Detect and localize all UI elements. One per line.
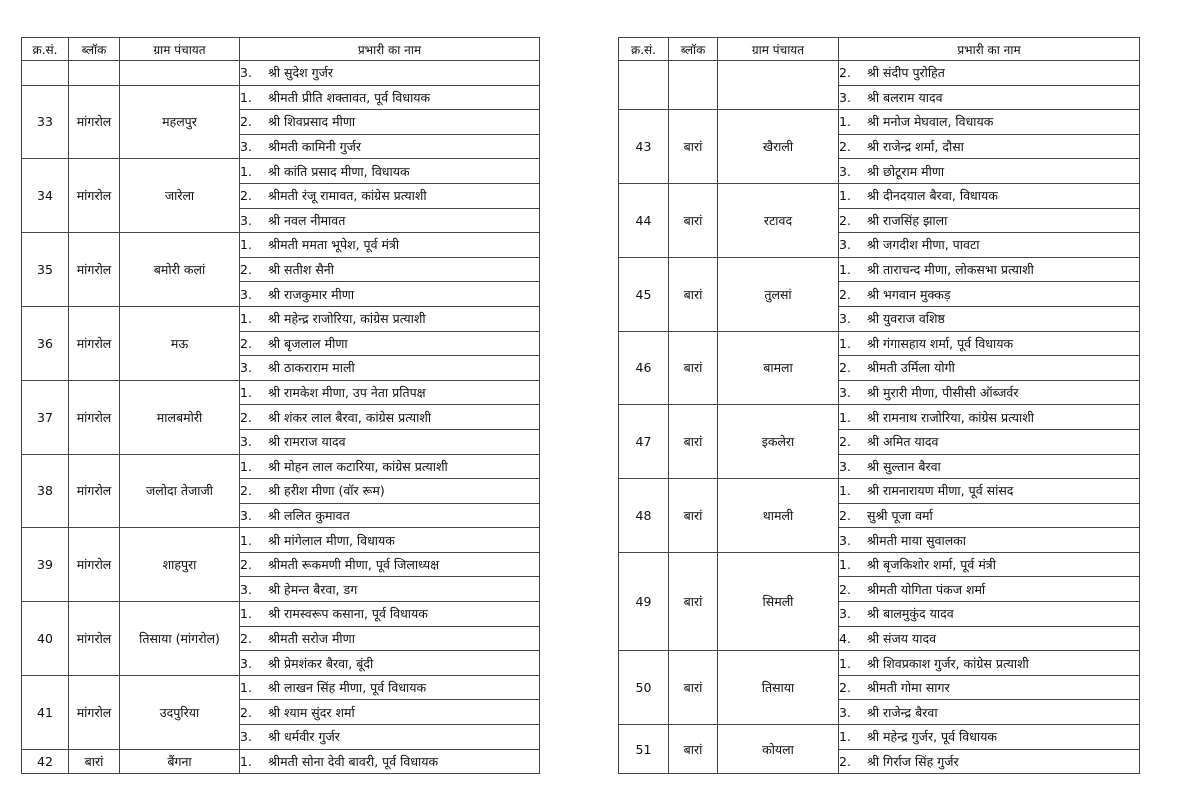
block-cell: मांगरोल [69,233,120,307]
table-row [22,159,540,184]
incharge-number: 3. [240,507,252,523]
right-incharge-table [618,37,1140,774]
incharge-name: श्री जगदीश मीणा, पावटा [867,237,980,253]
incharge-number: 3. [839,163,851,179]
incharge-number: 1. [839,655,851,671]
incharge-number: 1. [240,606,252,622]
incharge-number: 1. [240,385,252,401]
incharge-name: श्री अमित यादव [867,434,939,450]
incharge-name: श्रीमती रूकमणी मीणा, पूर्व जिलाध्यक्ष [268,557,440,573]
panchayat-cell: मालबमोरी [120,380,240,454]
serial-cell: 51 [619,725,669,774]
incharge-number: 2. [240,262,252,278]
incharge-number: 3. [240,139,252,155]
incharge-cell [240,675,540,700]
serial-cell: 39 [22,528,69,602]
serial-cell: 36 [22,306,69,380]
panchayat-cell: रटावद [718,183,839,257]
incharge-number: 3. [240,212,252,228]
incharge-number: 1. [240,89,252,105]
incharge-number: 3. [839,385,851,401]
serial-cell: 48 [619,479,669,553]
serial-cell: 47 [619,405,669,479]
incharge-name: श्री ताराचन्द मीणा, लोकसभा प्रत्याशी [867,262,1034,278]
incharge-number: 3. [240,655,252,671]
serial-cell: 45 [619,257,669,331]
incharge-name: श्रीमती माया सुवालका [867,532,967,548]
incharge-cell [839,306,1140,331]
table-row [619,110,1140,135]
block-cell: मांगरोल [69,85,120,159]
incharge-cell [240,602,540,627]
incharge-cell [240,208,540,233]
incharge-cell [240,380,540,405]
incharge-number: 3. [240,286,252,302]
incharge-cell [839,405,1140,430]
table-row [619,405,1140,430]
table-row [619,479,1140,504]
incharge-name: श्री सुल्तान बैरवा [867,458,941,474]
panchayat-cell: जलोदा तेजाजी [120,454,240,528]
header-serial: क्र.सं. [619,38,669,61]
incharge-name: श्री बृजकिशोर शर्मा, पूर्व मंत्री [867,557,996,573]
table-row [22,454,540,479]
incharge-number: 1. [839,262,851,278]
incharge-name: श्रीमती प्रीति शक्तावत, पूर्व विधायक [268,89,431,105]
incharge-number: 2. [839,212,851,228]
table-row [619,725,1140,750]
incharge-name: श्री भगवान मुक्कड़ [867,286,951,302]
incharge-name: श्री रामराज यादव [268,434,346,450]
incharge-number: 3. [839,606,851,622]
block-cell: बारां [669,405,718,479]
panchayat-cell: तिसाया [718,651,839,725]
incharge-number: 1. [839,483,851,499]
table-header [22,38,540,61]
serial-cell: 46 [619,331,669,405]
incharge-number: 3. [839,532,851,548]
serial-cell: 35 [22,233,69,307]
incharge-cell [240,626,540,651]
incharge-name: श्री बृजलाल मीणा [268,335,348,351]
incharge-name: श्री रामनारायण मीणा, पूर्व सांसद [867,483,1014,499]
incharge-cell [240,356,540,381]
incharge-cell [839,257,1140,282]
panchayat-cell: तुलसां [718,257,839,331]
incharge-cell [839,110,1140,135]
block-cell: मांगरोल [69,675,120,749]
incharge-cell [839,602,1140,627]
panchayat-cell: बमोरी कलां [120,233,240,307]
panchayat-cell: इकलेरा [718,405,839,479]
incharge-name: श्री श्याम सुंदर शर्मा [268,704,355,720]
incharge-cell [839,528,1140,553]
table-row [22,528,540,553]
incharge-name: श्री महेन्द्र गुर्जर, पूर्व विधायक [867,729,998,745]
header-incharge: प्रभारी का नाम [839,38,1140,61]
incharge-name: श्री महेन्द्र राजोरिया, कांग्रेस प्रत्याशी [268,311,426,327]
incharge-cell [240,233,540,258]
incharge-cell [839,134,1140,159]
incharge-number: 3. [839,311,851,327]
incharge-number: 2. [839,139,851,155]
block-cell: बारां [669,257,718,331]
panchayat-cell: शाहपुरा [120,528,240,602]
incharge-name: श्री गिर्राज सिंह गुर्जर [867,753,959,769]
block-cell: बारां [69,749,120,774]
incharge-name: श्रीमती ममता भूपेश, पूर्व मंत्री [268,237,400,253]
panchayat-cell: तिसाया (मांगरोल) [120,602,240,676]
incharge-cell [839,479,1140,504]
table-row [22,749,540,774]
panchayat-cell [718,61,839,110]
table-row [22,602,540,627]
incharge-cell [839,675,1140,700]
incharge-cell [240,282,540,307]
incharge-cell [240,651,540,676]
incharge-name: श्री लाखन सिंह मीणा, पूर्व विधायक [268,680,427,696]
incharge-name: श्री हरीश मीणा (वॉर रूम) [268,483,385,499]
incharge-number: 2. [839,360,851,376]
header-incharge: प्रभारी का नाम [240,38,540,61]
incharge-number: 2. [839,286,851,302]
incharge-cell [839,454,1140,479]
table-body [619,61,1140,774]
incharge-cell [240,110,540,135]
incharge-cell [240,700,540,725]
panchayat-cell: सिमली [718,552,839,650]
incharge-name: श्री प्रेमशंकर बैरवा, बूंदी [268,655,374,671]
incharge-name: श्री बालमुकुंद यादव [867,606,954,622]
incharge-cell [240,183,540,208]
incharge-name: श्री राजकुमार मीणा [268,286,355,302]
incharge-number: 3. [240,581,252,597]
table-row [619,257,1140,282]
header-block: ब्लॉक [669,38,718,61]
incharge-name: श्री धर्मवीर गुर्जर [268,729,340,745]
incharge-name: सुश्री पूजा वर्मा [867,507,933,523]
incharge-name: श्रीमती सोना देवी बावरी, पूर्व विधायक [268,753,439,769]
incharge-name: श्री शिवप्रकाश गुर्जर, कांग्रेस प्रत्याशी [867,655,1029,671]
block-cell [69,61,120,86]
panchayat-cell [120,61,240,86]
block-cell [669,61,718,110]
serial-cell: 44 [619,183,669,257]
incharge-number: 2. [839,507,851,523]
incharge-name: श्री संजय यादव [867,630,937,646]
incharge-number: 1. [240,458,252,474]
incharge-cell [839,356,1140,381]
table-row [619,183,1140,208]
block-cell: मांगरोल [69,528,120,602]
incharge-number: 1. [240,532,252,548]
incharge-cell [839,700,1140,725]
panchayat-cell: बामला [718,331,839,405]
incharge-name: श्री बलराम यादव [867,89,943,105]
incharge-number: 2. [240,114,252,130]
table-header [619,38,1140,61]
incharge-cell [839,577,1140,602]
incharge-cell [839,61,1140,86]
incharge-cell [240,725,540,750]
incharge-number: 3. [839,89,851,105]
serial-cell: 49 [619,552,669,650]
serial-cell [619,61,669,110]
incharge-number: 1. [839,114,851,130]
incharge-cell [240,503,540,528]
incharge-number: 2. [240,483,252,499]
incharge-name: श्री ललित कुमावत [268,507,350,523]
incharge-name: श्री नवल नीमावत [268,212,346,228]
header-block: ब्लॉक [69,38,120,61]
serial-cell: 40 [22,602,69,676]
table-row [619,61,1140,86]
incharge-name: श्री शिवप्रसाद मीणा [268,114,356,130]
incharge-cell [839,626,1140,651]
incharge-name: श्री कांति प्रसाद मीणा, विधायक [268,163,410,179]
incharge-cell [240,85,540,110]
panchayat-cell: कोयला [718,725,839,774]
incharge-cell [839,429,1140,454]
incharge-name: श्रीमती उर्मिला योगी [867,360,955,376]
incharge-name: श्रीमती सरोज मीणा [268,630,355,646]
panchayat-cell: जारेला [120,159,240,233]
incharge-number: 3. [839,237,851,253]
incharge-cell [240,405,540,430]
incharge-name: श्री रामस्वरूप कसाना, पूर्व विधायक [268,606,428,622]
incharge-number: 2. [240,557,252,573]
incharge-name: श्रीमती गोमा सागर [867,680,950,696]
incharge-cell [839,208,1140,233]
incharge-number: 1. [240,753,252,769]
table-body [22,61,540,774]
incharge-cell [839,159,1140,184]
header-serial: क्र.सं. [22,38,69,61]
incharge-number: 1. [839,188,851,204]
incharge-cell [240,552,540,577]
incharge-number: 1. [240,311,252,327]
incharge-cell [240,749,540,774]
incharge-cell [240,528,540,553]
incharge-number: 2. [839,65,851,81]
serial-cell: 38 [22,454,69,528]
serial-cell: 37 [22,380,69,454]
table-row [22,233,540,258]
incharge-number: 3. [240,729,252,745]
incharge-name: श्री छोटूराम मीणा [867,163,945,179]
incharge-number: 2. [240,188,252,204]
incharge-number: 1. [240,680,252,696]
incharge-number: 1. [240,237,252,253]
incharge-cell [240,429,540,454]
incharge-number: 2. [240,630,252,646]
table-row [22,61,540,86]
incharge-name: श्री सतीश सैनी [268,262,334,278]
table-row [619,651,1140,676]
panchayat-cell: महलपुर [120,85,240,159]
block-cell: बारां [669,110,718,184]
table-row [22,675,540,700]
incharge-name: श्रीमती रंजू रामावत, कांग्रेस प्रत्याशी [268,188,427,204]
incharge-name: श्री युवराज वशिष्ठ [867,311,945,327]
incharge-name: श्री दीनदयाल बैरवा, विधायक [867,188,998,204]
incharge-number: 3. [839,458,851,474]
incharge-cell [839,282,1140,307]
block-cell: मांगरोल [69,454,120,528]
incharge-cell [240,159,540,184]
incharge-cell [839,725,1140,750]
incharge-name: श्री ठाकराराम माली [268,360,355,376]
left-incharge-table [21,37,540,774]
block-cell: मांगरोल [69,380,120,454]
incharge-cell [839,749,1140,774]
panchayat-cell: बैंगना [120,749,240,774]
incharge-number: 2. [839,680,851,696]
panchayat-cell: थामली [718,479,839,553]
panchayat-cell: उदपुरिया [120,675,240,749]
serial-cell: 33 [22,85,69,159]
incharge-number: 1. [240,163,252,179]
block-cell: मांगरोल [69,602,120,676]
block-cell: बारां [669,479,718,553]
incharge-cell [839,85,1140,110]
incharge-cell [240,331,540,356]
incharge-name: श्री राजसिंह झाला [867,212,948,228]
table-row [22,306,540,331]
incharge-cell [839,503,1140,528]
block-cell: बारां [669,725,718,774]
incharge-cell [240,454,540,479]
incharge-name: श्री शंकर लाल बैरवा, कांग्रेस प्रत्याशी [268,409,432,425]
serial-cell: 41 [22,675,69,749]
incharge-cell [240,479,540,504]
table-row [22,380,540,405]
incharge-name: श्री मांगेलाल मीणा, विधायक [268,532,395,548]
incharge-name: श्रीमती योगिता पंकज शर्मा [867,581,986,597]
incharge-name: श्री राजेन्द्र शर्मा, दौसा [867,139,964,155]
incharge-name: श्री मनोज मेघवाल, विधायक [867,114,994,130]
incharge-cell [839,331,1140,356]
incharge-number: 2. [839,581,851,597]
incharge-cell [839,183,1140,208]
incharge-name: श्री राजेन्द्र बैरवा [867,704,938,720]
incharge-cell [839,552,1140,577]
incharge-name: श्री रामनाथ राजोरिया, कांग्रेस प्रत्याशी [867,409,1034,425]
panchayat-cell: मऊ [120,306,240,380]
incharge-cell [839,651,1140,676]
incharge-name: श्री रामकेश मीणा, उप नेता प्रतिपक्ष [268,385,426,401]
incharge-cell [240,306,540,331]
incharge-number: 4. [839,630,851,646]
serial-cell: 34 [22,159,69,233]
block-cell: बारां [669,331,718,405]
block-cell: बारां [669,552,718,650]
incharge-number: 2. [839,753,851,769]
incharge-name: श्री गंगासहाय शर्मा, पूर्व विधायक [867,335,1014,351]
table-row [619,331,1140,356]
incharge-number: 1. [839,557,851,573]
incharge-number: 2. [839,434,851,450]
incharge-cell [240,134,540,159]
incharge-number: 3. [240,65,252,81]
table-row [22,85,540,110]
incharge-cell [839,233,1140,258]
incharge-number: 2. [240,409,252,425]
incharge-number: 3. [240,360,252,376]
incharge-name: श्री सुदेश गुर्जर [268,65,334,81]
serial-cell: 42 [22,749,69,774]
incharge-name: श्री हेमन्त बैरवा, डग [268,581,358,597]
incharge-name: श्री मोहन लाल कटारिया, कांग्रेस प्रत्याशी [268,458,448,474]
incharge-number: 1. [839,729,851,745]
panchayat-cell: खैराली [718,110,839,184]
incharge-number: 2. [240,335,252,351]
serial-cell: 43 [619,110,669,184]
incharge-number: 1. [839,335,851,351]
incharge-name: श्री संदीप पुरोहित [867,65,945,81]
header-panchayat: ग्राम पंचायत [120,38,240,61]
block-cell: मांगरोल [69,159,120,233]
incharge-number: 2. [240,704,252,720]
incharge-number: 3. [240,434,252,450]
incharge-number: 1. [839,409,851,425]
serial-cell: 50 [619,651,669,725]
incharge-name: श्रीमती कामिनी गुर्जर [268,139,362,155]
serial-cell [22,61,69,86]
incharge-cell [240,577,540,602]
block-cell: मांगरोल [69,306,120,380]
incharge-cell [240,61,540,86]
block-cell: बारां [669,651,718,725]
incharge-cell [240,257,540,282]
table-row [619,552,1140,577]
header-panchayat: ग्राम पंचायत [718,38,839,61]
incharge-cell [839,380,1140,405]
block-cell: बारां [669,183,718,257]
incharge-name: श्री मुरारी मीणा, पीसीसी ऑब्जर्वर [867,385,1019,401]
incharge-number: 3. [839,704,851,720]
